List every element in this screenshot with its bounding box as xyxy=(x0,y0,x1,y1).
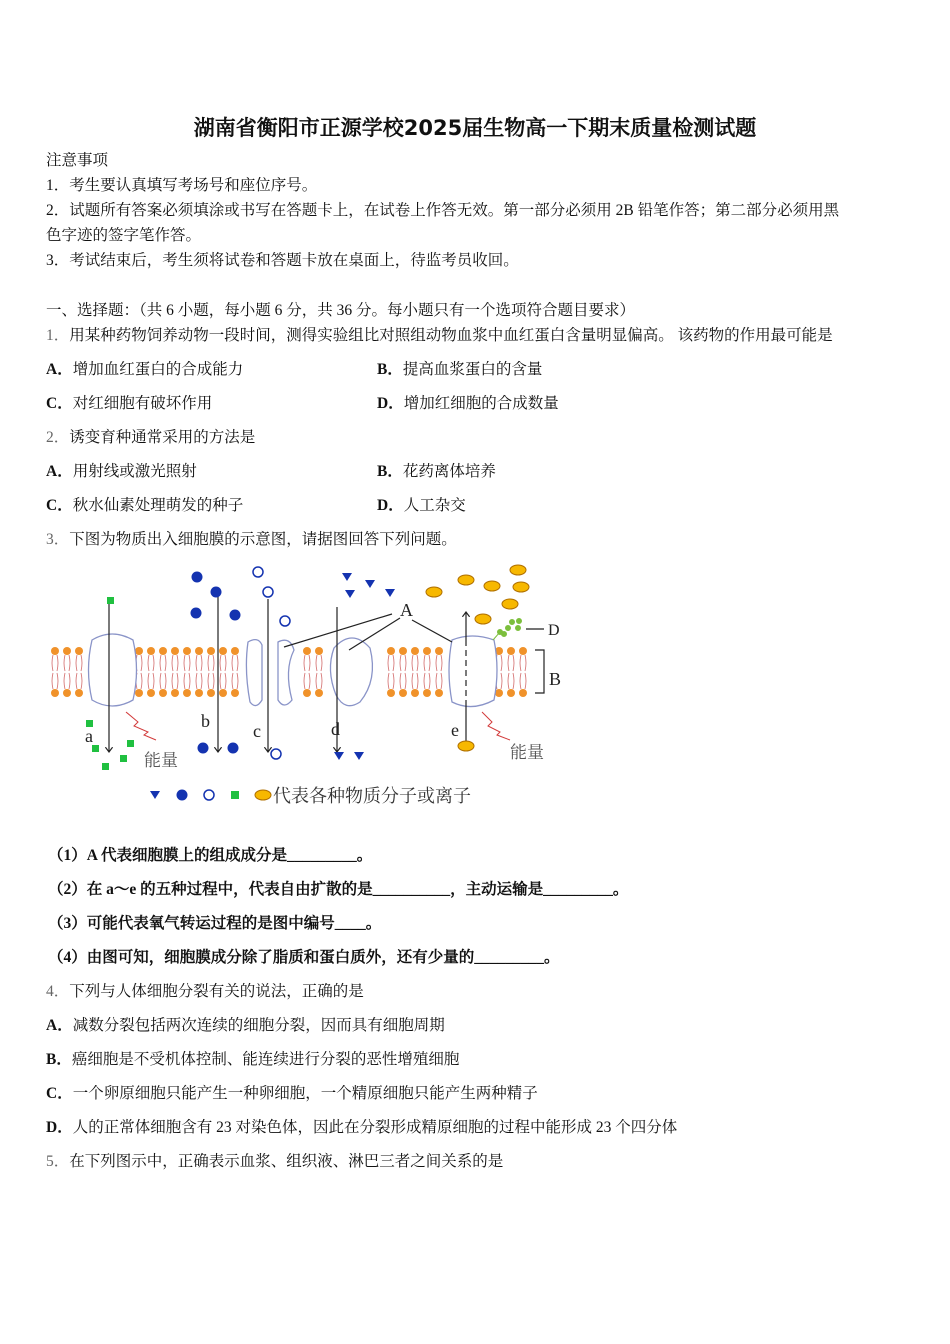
lipid-head xyxy=(411,689,419,697)
question-5: 5．在下列图示中，正确表示血浆、组织液、淋巴三者之间关系的是 xyxy=(46,1153,504,1170)
lipid-tail xyxy=(388,655,394,671)
lipid-tail xyxy=(184,655,190,671)
lipid-tail xyxy=(196,655,202,671)
lipid-head xyxy=(135,647,143,655)
option-b: B．提高血浆蛋白的含量 xyxy=(377,361,543,378)
pointer-A-2 xyxy=(349,618,400,650)
sub-question-1: （1）A 代表细胞膜上的组成成分是_________。 xyxy=(48,847,373,864)
option-a: A．用射线或激光照射 xyxy=(46,463,197,480)
figure-legend xyxy=(150,786,471,806)
lipid-head xyxy=(159,689,167,697)
lipid-tail xyxy=(184,673,190,689)
lipid-head xyxy=(387,647,395,655)
lipid-head xyxy=(219,647,227,655)
glycoprotein-chain xyxy=(493,619,522,641)
lipid-head xyxy=(507,689,515,697)
legend-text: 代表各种物质分子或离子 xyxy=(273,786,471,806)
label-energy: 能量 xyxy=(510,743,544,762)
lipid-head xyxy=(75,689,83,697)
lipid-tail xyxy=(424,655,430,671)
lipid-head xyxy=(231,689,239,697)
lipid-tail xyxy=(220,655,226,671)
option-a: A．减数分裂包括两次连续的细胞分裂，因而具有细胞周期 xyxy=(46,1017,445,1034)
lipid-tail xyxy=(76,655,82,671)
label-energy: 能量 xyxy=(144,751,178,770)
lipid-tail xyxy=(304,655,310,671)
pointer-A-3 xyxy=(412,620,452,642)
notice-item: 色字迹的签字笔作答。 xyxy=(46,227,202,244)
lipid-head xyxy=(207,647,215,655)
bracket-B xyxy=(535,650,544,693)
cell-membrane-figure xyxy=(40,560,580,820)
lipid-tail xyxy=(316,655,322,671)
lipid-head xyxy=(219,689,227,697)
lipid-tail xyxy=(508,655,514,671)
lipid-head xyxy=(507,647,515,655)
lipid-head xyxy=(171,647,179,655)
lipid-head xyxy=(423,689,431,697)
sub-question-2: （2）在 a～e 的五种过程中，代表自由扩散的是__________，主动运输是_________。 xyxy=(48,881,629,898)
lipid-tail xyxy=(208,655,214,671)
lipid-tail xyxy=(388,673,394,689)
option-c: C．一个卵原细胞只能产生一种卵细胞，一个精原细胞只能产生两种精子 xyxy=(46,1085,538,1102)
label-d: d xyxy=(331,719,340,739)
lipid-head xyxy=(51,689,59,697)
lipid-head xyxy=(435,689,443,697)
lipid-tail xyxy=(64,673,70,689)
question-stem: 下列与人体细胞分裂有关的说法，正确的是 xyxy=(69,983,364,1000)
question-stem: 下图为物质出入细胞膜的示意图，请据图回答下列问题。 xyxy=(69,531,457,548)
energy-zigzag-icon xyxy=(126,712,156,740)
question-3: 3．下图为物质出入细胞膜的示意图，请据图回答下列问题。 xyxy=(46,531,457,548)
lipid-tail xyxy=(76,673,82,689)
lipid-tail xyxy=(220,673,226,689)
section-heading: 一、选择题：（共 6 小题，每小题 6 分，共 36 分。每小题只有一个选项符合题目要求） xyxy=(46,302,636,319)
question-2: 2．诱变育种通常采用的方法是 xyxy=(46,429,256,446)
lipid-tail xyxy=(412,655,418,671)
energy-zigzag-icon xyxy=(482,712,510,740)
lipid-head xyxy=(231,647,239,655)
label-a: a xyxy=(85,726,93,746)
lipid-tail xyxy=(400,655,406,671)
label-e: e xyxy=(451,720,459,740)
lipid-tail xyxy=(400,673,406,689)
lipid-head xyxy=(63,647,71,655)
lipid-head xyxy=(171,689,179,697)
label-A: A xyxy=(400,600,413,620)
option-a: A．增加血红蛋白的合成能力 xyxy=(46,361,244,378)
lipid-tail xyxy=(304,673,310,689)
option-d: D．人工杂交 xyxy=(377,497,466,514)
lipid-tail xyxy=(196,673,202,689)
channel-protein-right xyxy=(278,640,294,705)
lipid-tail xyxy=(64,655,70,671)
lipid-tail xyxy=(424,673,430,689)
lipid-tail xyxy=(160,655,166,671)
option-c: C．秋水仙素处理萌发的种子 xyxy=(46,497,244,514)
lipid-head xyxy=(195,689,203,697)
lipid-tail xyxy=(52,655,58,671)
question-stem: 诱变育种通常采用的方法是 xyxy=(69,429,256,446)
lipid-head xyxy=(303,647,311,655)
lipid-tail xyxy=(436,673,442,689)
notice-heading: 注意事项 xyxy=(46,152,109,169)
lipid-head xyxy=(423,647,431,655)
lipid-head xyxy=(183,647,191,655)
lipid-head xyxy=(183,689,191,697)
lipid-tail xyxy=(508,673,514,689)
lipid-head xyxy=(63,689,71,697)
option-b: B．癌细胞是不受机体控制、能连续进行分裂的恶性增殖细胞 xyxy=(46,1051,460,1068)
lipid-head xyxy=(147,647,155,655)
lipid-tail xyxy=(520,673,526,689)
carrier-protein-e xyxy=(449,636,497,707)
label-c: c xyxy=(253,721,261,741)
page-title: 湖南省衡阳市正源学校2025届生物高一下期末质量检测试题 xyxy=(193,116,757,140)
lipid-tail xyxy=(316,673,322,689)
lipid-head xyxy=(135,689,143,697)
lipid-tail xyxy=(232,655,238,671)
notice-item: 3．考试结束后，考生须将试卷和答题卡放在桌面上，待监考员收回。 xyxy=(46,252,519,269)
lipid-tail xyxy=(160,673,166,689)
pointer-A-1 xyxy=(284,614,392,647)
option-b: B．花药离体培养 xyxy=(377,463,496,480)
carrier-protein-a xyxy=(89,634,137,706)
label-D: D xyxy=(548,622,560,639)
lipid-tail xyxy=(232,673,238,689)
blue-dots xyxy=(191,572,241,754)
question-4: 4．下列与人体细胞分裂有关的说法，正确的是 xyxy=(46,983,364,1000)
lipid-head xyxy=(519,647,527,655)
question-1 xyxy=(46,326,833,346)
lipid-tail xyxy=(148,673,154,689)
lipid-head xyxy=(207,689,215,697)
notice-item: 2．试题所有答案必须填涂或书写在答题卡上，在试卷上作答无效。第一部分必须用 2B 铅笔作答；第二部分必须用黑 xyxy=(46,202,840,219)
lipid-tail xyxy=(52,673,58,689)
lipid-head xyxy=(435,647,443,655)
notice-item: 1．考生要认真填写考场号和座位序号。 xyxy=(46,177,318,194)
question-stem: 用某种药物饲养动物一段时间，测得实验组比对照组动物血浆中血红蛋白含量明显偏高。 该药物的作用最可能是 xyxy=(69,327,833,344)
lipid-tail xyxy=(172,655,178,671)
label-b: b xyxy=(201,711,210,731)
lipid-head xyxy=(315,647,323,655)
lipid-tail xyxy=(520,655,526,671)
label-B: B xyxy=(549,669,562,689)
lipid-head xyxy=(399,689,407,697)
lipid-head xyxy=(303,689,311,697)
lipid-tail xyxy=(172,673,178,689)
sub-question-4: （4）由图可知，细胞膜成分除了脂质和蛋白质外，还有少量的_________。 xyxy=(48,949,560,966)
lipid-head xyxy=(195,647,203,655)
lipid-head xyxy=(75,647,83,655)
lipid-head xyxy=(147,689,155,697)
lipid-head xyxy=(411,647,419,655)
option-d: D．增加红细胞的合成数量 xyxy=(377,395,559,412)
lipid-head xyxy=(519,689,527,697)
lipid-head xyxy=(387,689,395,697)
lipid-head xyxy=(51,647,59,655)
lipid-tail xyxy=(436,655,442,671)
lipid-tail xyxy=(412,673,418,689)
lipid-tail xyxy=(208,673,214,689)
lipid-tail xyxy=(148,655,154,671)
option-c: C．对红细胞有破坏作用 xyxy=(46,395,213,412)
lipid-head xyxy=(399,647,407,655)
lipid-head xyxy=(315,689,323,697)
option-d: D．人的正常体细胞含有 23 对染色体，因此在分裂形成精原细胞的过程中能形成 23 个四分体 xyxy=(46,1119,678,1136)
channel-protein-left xyxy=(246,640,262,706)
question-number: 1． xyxy=(46,327,70,344)
lipid-head xyxy=(159,647,167,655)
sub-question-3: （3）可能代表氧气转运过程的是图中编号____。 xyxy=(48,915,382,932)
question-stem: 在下列图示中，正确表示血浆、组织液、淋巴三者之间关系的是 xyxy=(69,1153,504,1170)
